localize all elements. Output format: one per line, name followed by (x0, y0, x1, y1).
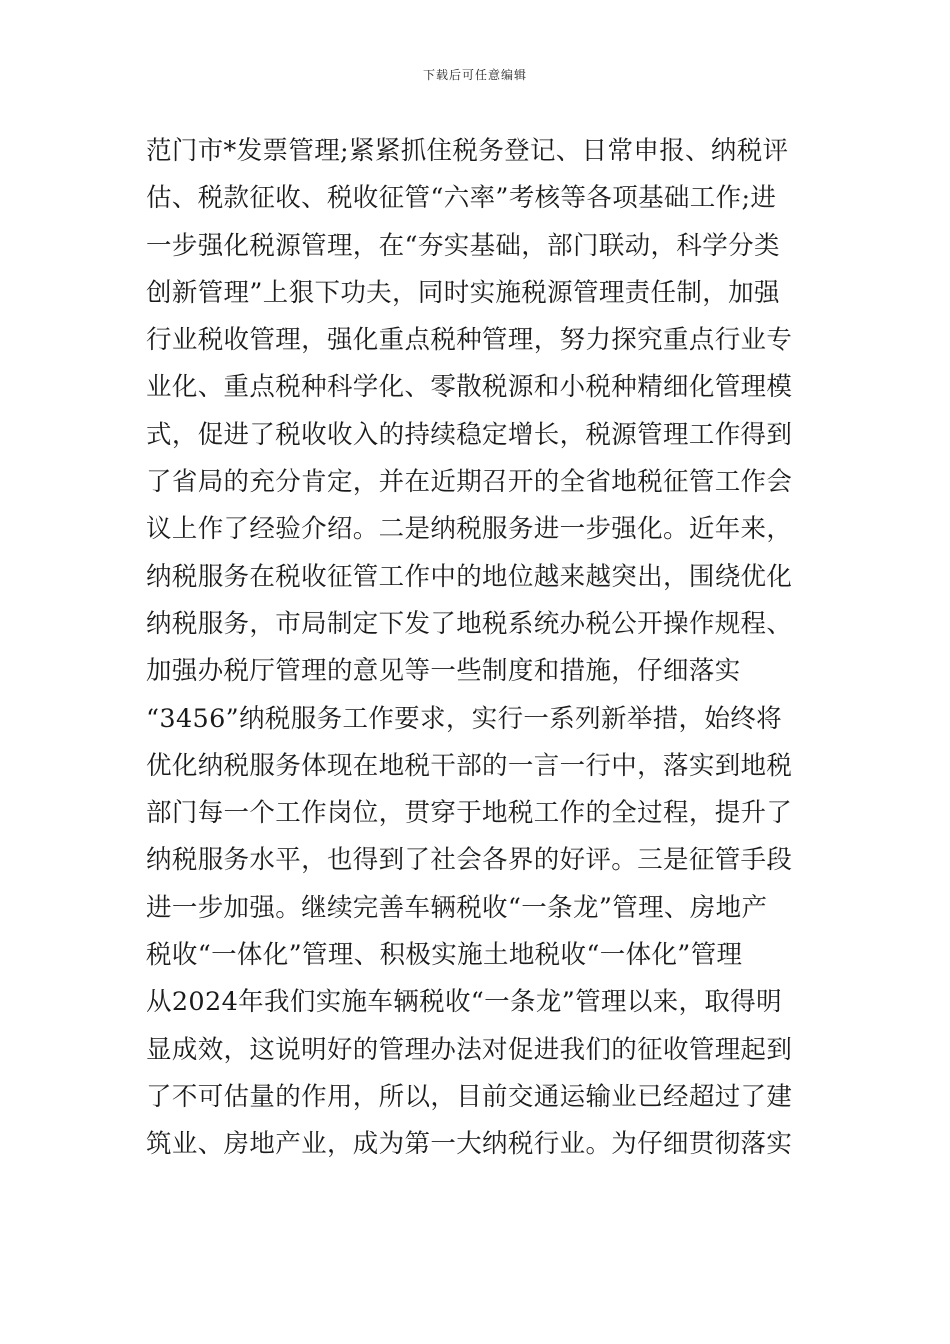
text-line: 一步强化税源管理，在“夯实基础，部门联动，科学分类 (146, 230, 780, 261)
text-line: 部门每一个工作岗位，贯穿于地税工作的全过程，提升了 (146, 798, 793, 829)
page-header: 下载后可任意编辑 (422, 68, 527, 82)
text-line: 加强办税厅管理的意见等一些制度和措施，仔细落实 (146, 656, 741, 687)
text-line: 议上作了经验介绍。二是纳税服务进一步强化。近年来， (146, 514, 793, 545)
text-line: 纳税服务在税收征管工作中的地位越来越突出，围绕优化 (146, 561, 793, 592)
text-line: 行业税收管理，强化重点税种管理，努力探究重点行业专 (146, 325, 793, 356)
text-line: 纳税服务水平，也得到了社会各界的好评。三是征管手段 (146, 845, 793, 876)
text-line: 了不可估量的作用，所以，目前交通运输业已经超过了建 (146, 1081, 793, 1112)
text-line: 筑业、房地产业，成为第一大纳税行业。为仔细贯彻落实 (146, 1129, 793, 1160)
text-line: 税收“一体化”管理、积极实施土地税收“一体化”管理 (146, 940, 743, 971)
text-line: 创新管理”上狠下功夫，同时实施税源管理责任制，加强 (146, 277, 780, 308)
text-line: 了省局的充分肯定，并在近期召开的全省地税征管工作会 (146, 467, 793, 498)
body-text (146, 128, 806, 1169)
text-line: 业化、重点税种科学化、零散税源和小税种精细化管理模 (146, 372, 793, 403)
text-line: 估、税款征收、税收征管“六率”考核等各项基础工作;进 (146, 183, 777, 214)
text-line: 范门市*发票管理;紧紧抓住税务登记、日常申报、纳税评 (146, 136, 789, 166)
text-line: 显成效，这说明好的管理办法对促进我们的征收管理起到 (146, 1034, 793, 1065)
text-line: 从2024年我们实施车辆税收“一条龙”管理以来，取得明 (146, 987, 782, 1018)
text-line: “3456”纳税服务工作要求，实行一系列新举措，始终将 (146, 703, 782, 734)
text-line: 优化纳税服务体现在地税干部的一言一行中，落实到地税 (146, 750, 793, 781)
text-line: 式，促进了税收收入的持续稳定增长，税源管理工作得到 (146, 419, 793, 450)
text-line: 进一步加强。继续完善车辆税收“一条龙”管理、房地产 (146, 892, 768, 923)
text-line: 纳税服务，市局制定下发了地税系统办税公开操作规程、 (146, 608, 793, 639)
